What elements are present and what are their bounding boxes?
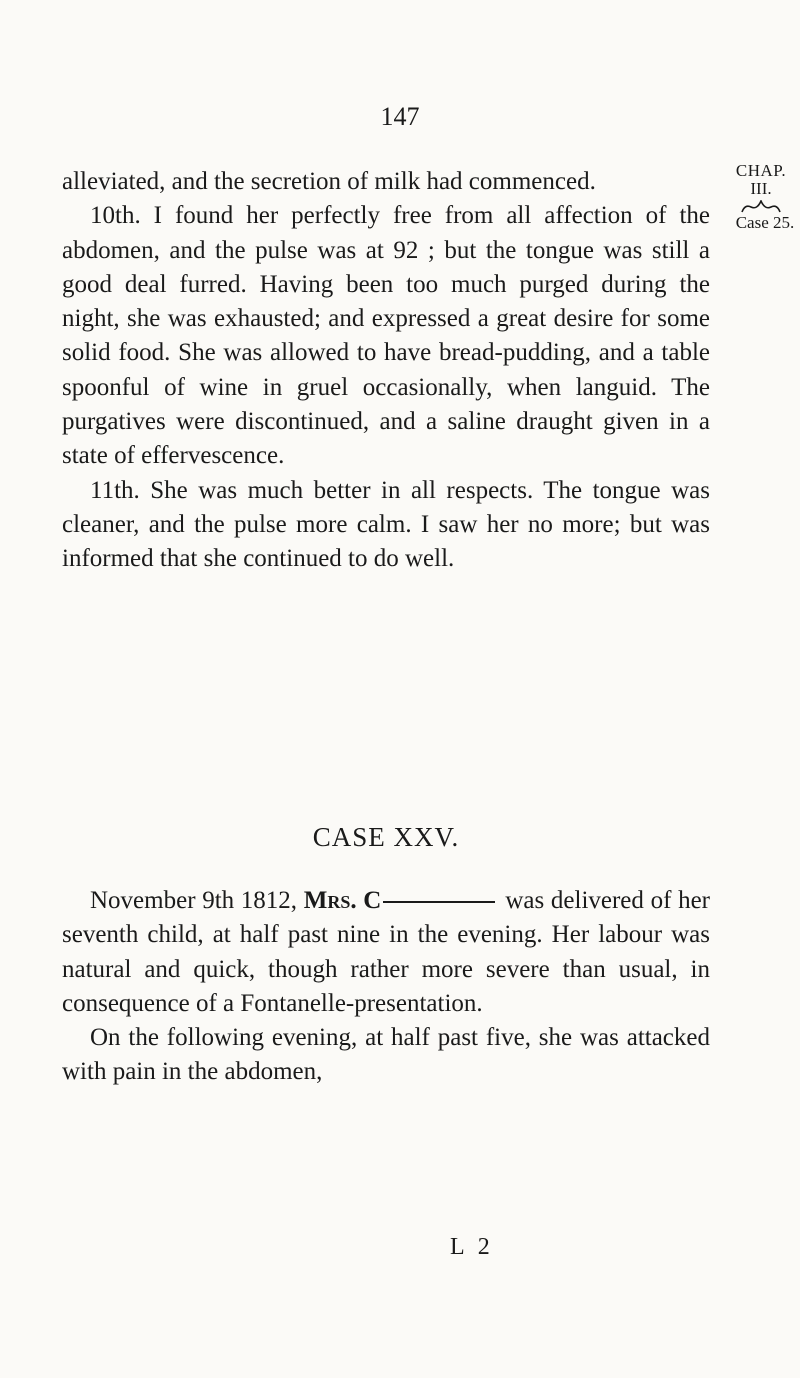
signature-mark: L 2 (450, 1234, 494, 1260)
paragraph-following-evening: On the following evening, at half past five, she was attacked with pain in the abdomen, (62, 1024, 710, 1086)
paragraph-case-intro (62, 884, 710, 1021)
name-dash (383, 901, 495, 903)
brace-ornament-icon (741, 200, 781, 214)
case-heading: CASE XXV. (312, 822, 460, 852)
body-text-upper (62, 165, 710, 577)
paragraph-11th: 11th. She was much better in all respects. The tongue was cleaner, and the pulse more calm. I saw her no more; but was informed that she continued to do well. (62, 476, 710, 573)
case-intro-text: was delivered of her seventh child, at half past nine in the evening. Her labour was natural and quick, though rather more severe than usual, in consequence of a Fontanelle-presentation. (62, 887, 710, 1017)
page-number: 147 (380, 102, 420, 131)
margin-case-label: Case 25. (735, 213, 795, 232)
margin-note (722, 162, 800, 232)
paragraph-continuation: alleviated, and the secretion of milk had commenced. (62, 168, 596, 195)
body-text-lower (62, 884, 710, 1090)
paragraph-10th: 10th. I found her perfectly free from all affection of the abdomen, and the pulse was at 92 ; but the tongue was still a good deal furred. Having been too much purged during the night, she was exhausted; and expressed a great desire for some solid food. She was allowed to have bread-pudding, and a table spoonful of wine in gruel occasionally, when languid. The purgatives were discontinued, and a saline draught given in a state of effervescence. (62, 202, 710, 470)
patient-name: Mrs. C (303, 887, 382, 914)
margin-chapter-label: CHAP. (735, 161, 787, 180)
margin-chapter-number: III. (750, 179, 772, 198)
case-date: November 9th 1812, (90, 887, 298, 914)
